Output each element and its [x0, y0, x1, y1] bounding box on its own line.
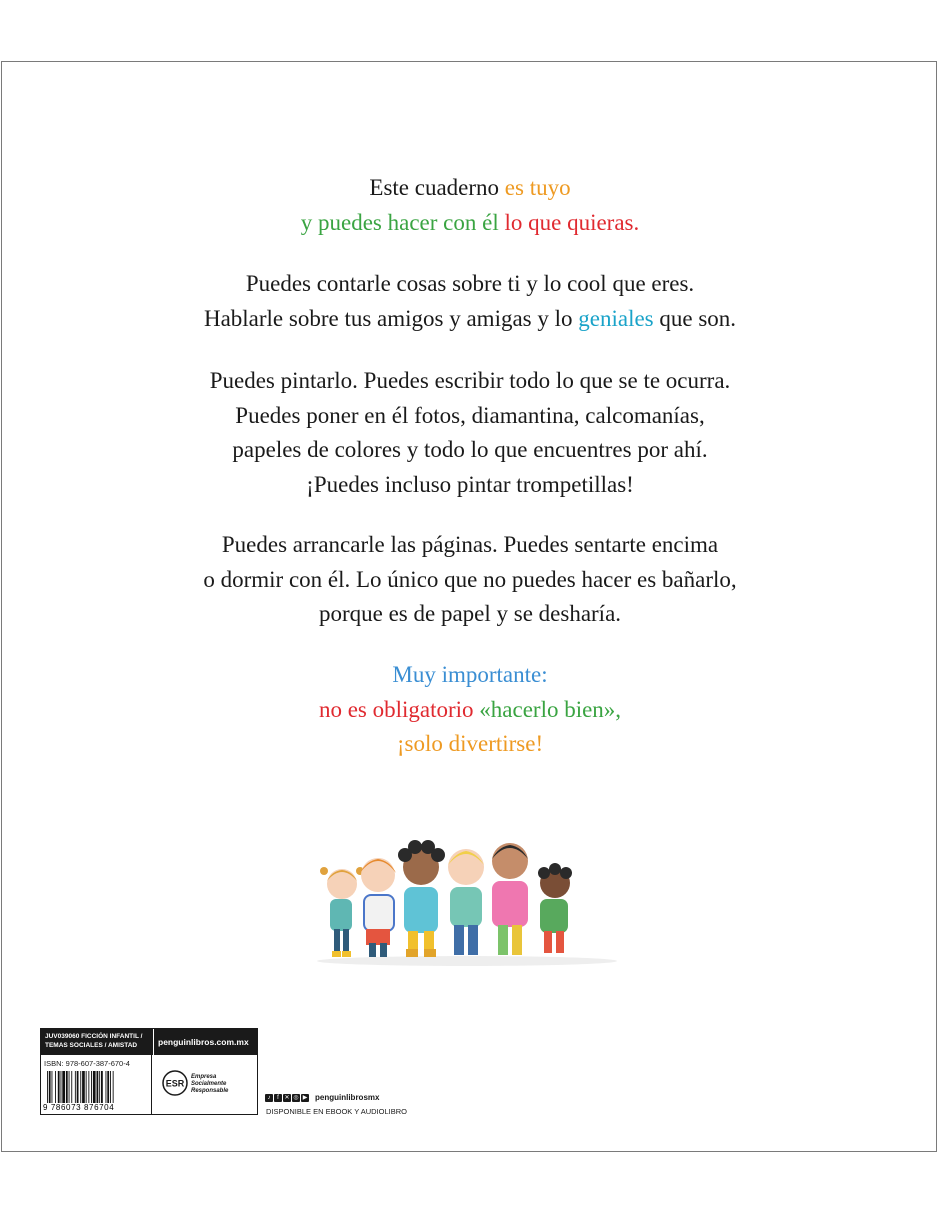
paragraph-3: [2, 528, 938, 632]
intro-line-1: Este cuaderno es tuyo: [369, 175, 571, 200]
svg-text:Empresa: Empresa: [191, 1074, 217, 1080]
paragraph-1: [2, 267, 938, 336]
p2-line-2: Puedes poner en él fotos, diamantina, calcomanías,: [235, 402, 705, 428]
geniales-highlight: geniales: [578, 305, 654, 331]
p2-line-4: ¡Puedes incluso pintar trompetillas!: [306, 471, 634, 497]
p2-line-1: Puedes pintarlo. Puedes escribir todo lo que se te ocurra.: [209, 368, 731, 393]
social-block: [265, 1093, 408, 1116]
lo-que-quieras-highlight: lo que quieras.: [504, 209, 640, 235]
social-icons: [265, 1094, 309, 1102]
availability-note: DISPONIBLE EN EBOOK Y AUDIOLIBRO: [266, 1107, 408, 1116]
barcode-header: [41, 1029, 257, 1055]
p1-line-2: Hablarle sobre tus amigos y amigas y lo geniales que son.: [203, 305, 737, 331]
facebook-icon[interactable]: f: [274, 1094, 282, 1102]
esr-logo-icon: [161, 1067, 251, 1099]
kid-3: [398, 840, 445, 957]
social-handle[interactable]: penguinlibrosmx: [315, 1093, 380, 1102]
p2-line-3: papeles de colores y todo lo que encuentres por ahí.: [232, 437, 708, 462]
publisher-site: penguinlibros.com.mx: [158, 1037, 249, 1047]
closing-paragraph: [2, 658, 938, 762]
p3-line-2: o dormir con él. Lo único que no puedes hacer es bañarlo,: [203, 566, 737, 592]
svg-text:Responsable: Responsable: [191, 1088, 229, 1094]
youtube-icon[interactable]: ▶: [302, 1095, 308, 1101]
tiktok-icon[interactable]: ♪: [265, 1094, 273, 1102]
intro-paragraph: [2, 171, 938, 240]
svg-text:ESR: ESR: [165, 1078, 185, 1089]
x-icon[interactable]: ✕: [284, 1095, 290, 1101]
closing-line-2: no es obligatorio «hacerlo bien»,: [318, 696, 622, 722]
kid-4: [448, 849, 484, 955]
barcode-box: [40, 1028, 258, 1115]
category-label: JUV039060 FICCIÓN INFANTIL / TEMAS SOCIALES / AMISTAD: [45, 1033, 143, 1049]
isbn-label: ISBN: 978-607-387-670-4: [44, 1059, 130, 1068]
kid-1: [320, 867, 364, 957]
back-cover: [1, 61, 937, 1152]
svg-text:Socialmente: Socialmente: [191, 1081, 227, 1087]
closing-line-1: Muy importante:: [392, 662, 548, 687]
barcode-icon: [45, 1071, 145, 1103]
kid-6: [538, 863, 572, 953]
children-hugging-illustration: [312, 837, 622, 967]
instagram-icon[interactable]: ◎: [293, 1095, 299, 1101]
paragraph-2: [2, 364, 938, 502]
kid-5: [492, 843, 528, 955]
kid-2: [360, 858, 396, 957]
closing-line-3: ¡solo divertirse!: [396, 731, 544, 756]
es-tuyo-highlight: es tuyo: [504, 175, 571, 200]
barcode-number: 9 786073 876704: [43, 1103, 115, 1112]
p1-line-1: Puedes contarle cosas sobre ti y lo cool que eres.: [245, 271, 695, 296]
intro-line-2: y puedes hacer con él lo que quieras.: [300, 209, 640, 235]
p3-line-1: Puedes arrancarle las páginas. Puedes sentarte encima: [221, 532, 719, 557]
p3-line-3: porque es de papel y se desharía.: [318, 601, 622, 626]
